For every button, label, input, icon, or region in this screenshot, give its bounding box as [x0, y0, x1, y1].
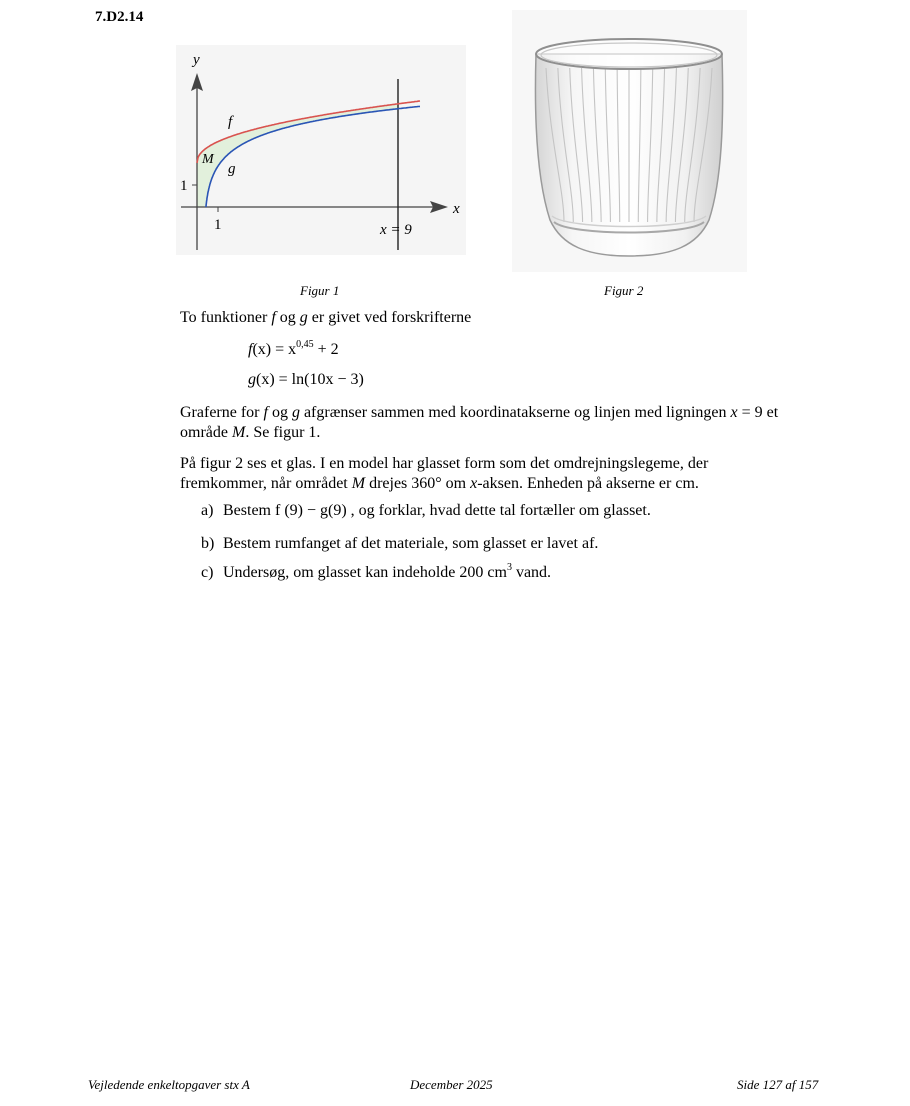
figure1-graph — [176, 45, 466, 255]
curve-label-g: g — [228, 161, 236, 177]
figure1-svg — [176, 45, 466, 255]
region-description: Graferne for f og g afgrænser sammen med koordinatakserne og linjen med ligningen x = 9 et område M. Se figur 1. — [180, 404, 779, 441]
vline-label: x = 9 — [380, 222, 412, 238]
glass-model-description: På figur 2 ses et glas. I en model har glasset form som det omdrejningslegeme, der fremkommer, når området M drejes 360° om x-aksen. Enheden på akserne er cm. — [180, 455, 709, 492]
axis-label-x: x — [453, 201, 460, 217]
question-b: b) Bestem rumfanget af det materiale, som glasset er lavet af. — [201, 535, 599, 552]
figure1-caption: Figur 1 — [300, 283, 340, 298]
region-label-M: M — [202, 152, 214, 167]
tick-label-x-1: 1 — [214, 217, 222, 233]
task-id: 7.D2.14 — [95, 9, 144, 25]
footer-center: December 2025 — [410, 1077, 493, 1092]
figure2-caption: Figur 2 — [604, 283, 644, 298]
figure2-glass-image — [512, 10, 747, 272]
footer-left: Vejledende enkeltopgaver stx A — [88, 1077, 250, 1092]
footer-page-number: Side 127 af 157 — [737, 1077, 819, 1092]
question-a: a) Bestem f (9) − g(9) , og forklar, hvad dette tal fortæller om glasset. — [201, 502, 651, 519]
axis-label-y: y — [193, 52, 200, 68]
tick-label-y-1: 1 — [180, 178, 188, 194]
curve-label-f: f — [228, 114, 233, 130]
equation-f: $f(x) = x^{0,45} + 2$ — [248, 339, 339, 358]
question-c: c) Undersøg, om glasset kan indeholde 200 $cm^3$ vand. — [201, 562, 552, 581]
equation-g: g(x) = ln(10x − 3) — [248, 371, 364, 388]
glass-icon — [512, 10, 747, 272]
intro-text: To funktioner f og g er givet ved forskrifterne — [180, 309, 472, 326]
